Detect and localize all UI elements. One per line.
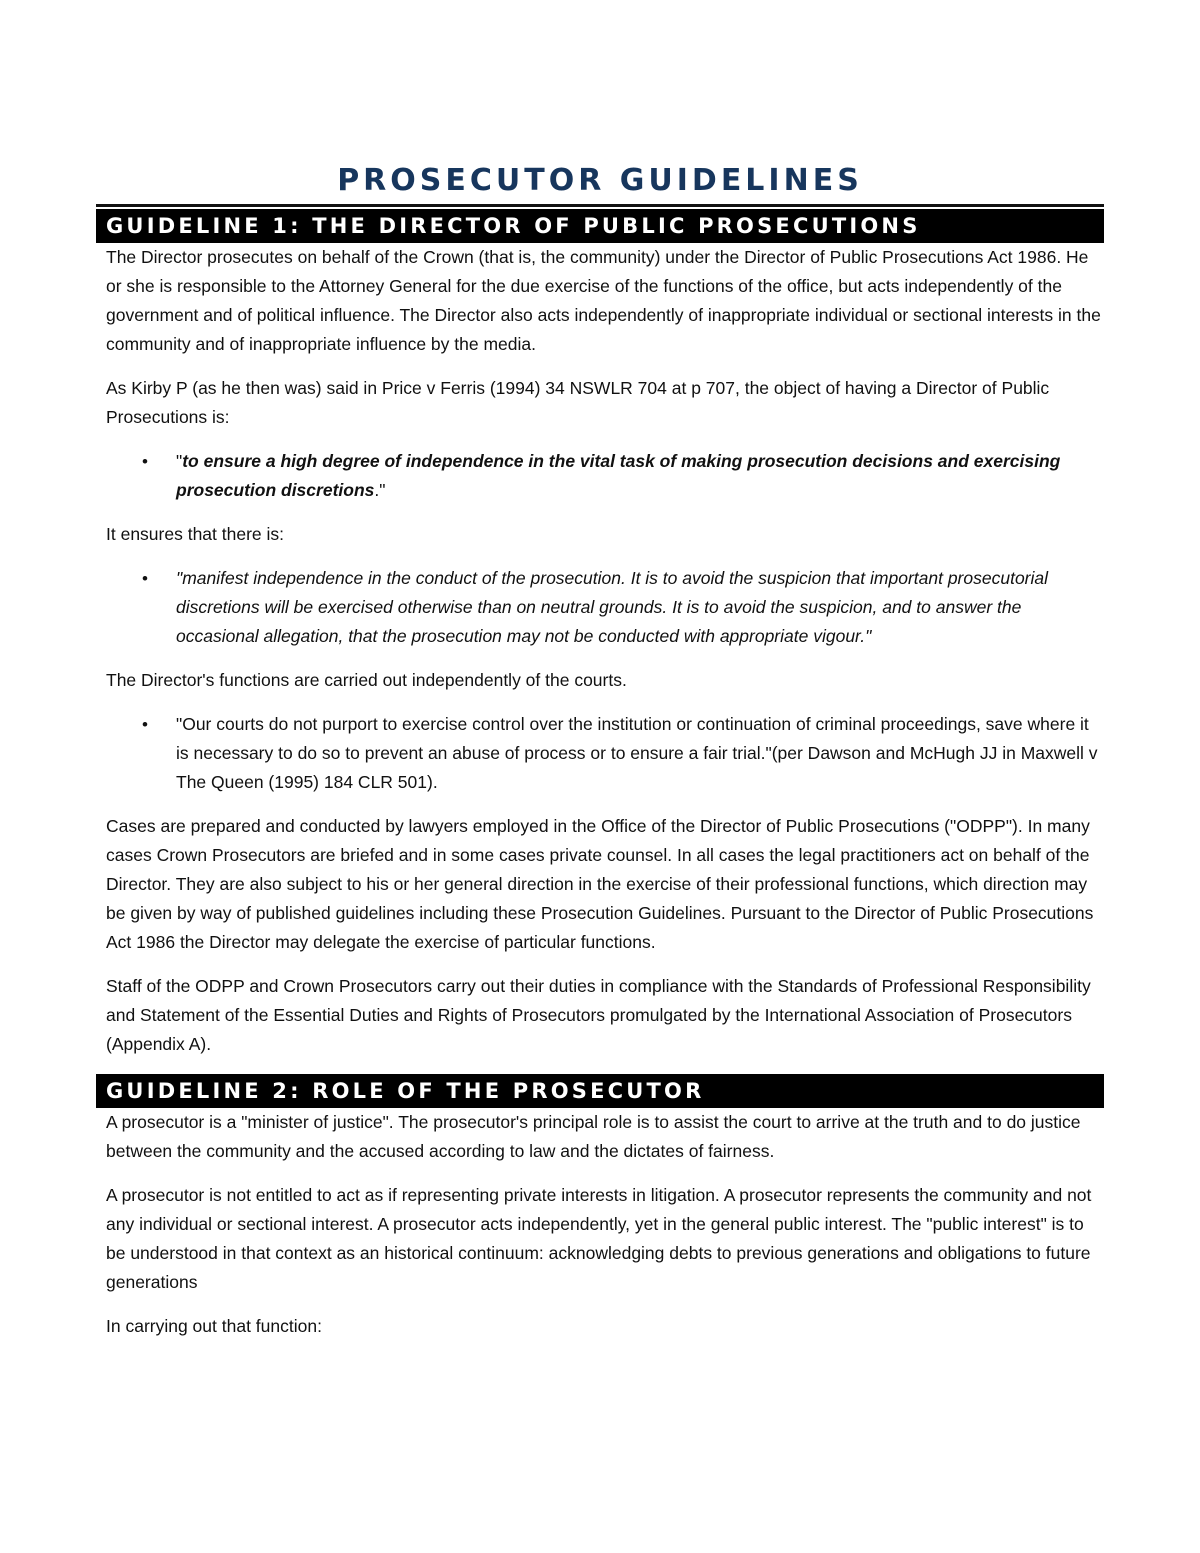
quote-close-mark: ." — [374, 480, 386, 500]
guideline-2-paragraph-1: A prosecutor is a "minister of justice". The prosecutor's principal role is to assist the court to arrive at the truth and to do justice between the community and the accused according to law and the dictates of fairness. — [106, 1112, 1081, 1161]
guideline-1-heading: GUIDELINE 1: THE DIRECTOR OF PUBLIC PROSECUTIONS — [96, 209, 1104, 243]
list-item — [96, 564, 1104, 651]
list-item — [96, 710, 1104, 797]
quote-open-mark: " — [176, 451, 183, 471]
quote-2-text: "manifest independence in the conduct of the prosecution. It is to avoid the suspicion that important prosecutorial discretions will be exercised otherwise than on neutral grounds. It is to avoid the suspicion, and to answer the occasional allegation, that the prosecution may not be conducted with appropriate vigour." — [176, 568, 1049, 646]
guideline-2-heading: GUIDELINE 2: ROLE OF THE PROSECUTOR — [96, 1074, 1104, 1108]
guideline-1-paragraph-5: Cases are prepared and conducted by lawyers employed in the Office of the Director of Public Prosecutions ("ODPP"). In many cases Crown Prosecutors are briefed and in some cases private counsel. In all cases the legal practitioners act on behalf of the Director. They are also subject to his or her general direction in the exercise of their professional functions, which direction may be given by way of published guidelines including these Prosecution Guidelines. Pursuant to the Director of Public Prosecutions Act 1986 the Director may delegate the exercise of particular functions. — [106, 816, 1094, 952]
guideline-1-paragraph-2: As Kirby P (as he then was) said in Price v Ferris (1994) 34 NSWLR 704 at p 707, the object of having a Director of Public Prosecutions is: — [106, 378, 1050, 427]
list-item — [96, 447, 1104, 505]
quote-1-text: to ensure a high degree of independence in the vital task of making prosecution decisions and exercising prosecution discretions — [176, 451, 1061, 500]
quote-list-1 — [96, 447, 1104, 505]
document-title: PROSECUTOR GUIDELINES — [337, 163, 863, 198]
guideline-2-section — [96, 1074, 1104, 1341]
guideline-1-paragraph-1: The Director prosecutes on behalf of the Crown (that is, the community) under the Director of Public Prosecutions Act 1986. He or she is responsible to the Attorney General for the due exercise of the functions of the office, but acts independently of the government and of political influence. The Director also acts independently of inappropriate individual or sectional interests in the community and of inappropriate influence by the media. — [106, 247, 1101, 354]
quote-list-3 — [96, 710, 1104, 797]
bullet-icon: • — [142, 452, 148, 471]
guideline-2-paragraph-3: In carrying out that function: — [106, 1316, 322, 1336]
guideline-1-paragraph-6: Staff of the ODPP and Crown Prosecutors carry out their duties in compliance with the Standards of Professional Responsibility and Statement of the Essential Duties and Rights of Prosecutors promulgated by the International Association of Prosecutors (Appendix A). — [106, 976, 1091, 1054]
bullet-icon: • — [142, 569, 148, 588]
guideline-1-section — [96, 209, 1104, 1059]
document-page — [96, 160, 1104, 1356]
guideline-1-paragraph-4: The Director's functions are carried out independently of the courts. — [106, 670, 627, 690]
title-underline — [96, 204, 1104, 207]
guideline-2-paragraph-2: A prosecutor is not entitled to act as if representing private interests in litigation. A prosecutor represents the community and not any individual or sectional interest. A prosecutor acts independently, yet in the general public interest. The "public interest" is to be understood in that context as an historical continuum: acknowledging debts to previous generations and obligations to future generations — [106, 1185, 1092, 1292]
guideline-1-paragraph-3: It ensures that there is: — [106, 524, 285, 544]
quote-3-text: "Our courts do not purport to exercise control over the institution or continuation of criminal proceedings, save where it is necessary to do so to prevent an abuse of process or to ensure a fair trial."(per Dawson and McHugh JJ in Maxwell v The Queen (1995) 184 CLR 501). — [176, 714, 1098, 792]
bullet-icon: • — [142, 715, 148, 734]
quote-list-2 — [96, 564, 1104, 651]
